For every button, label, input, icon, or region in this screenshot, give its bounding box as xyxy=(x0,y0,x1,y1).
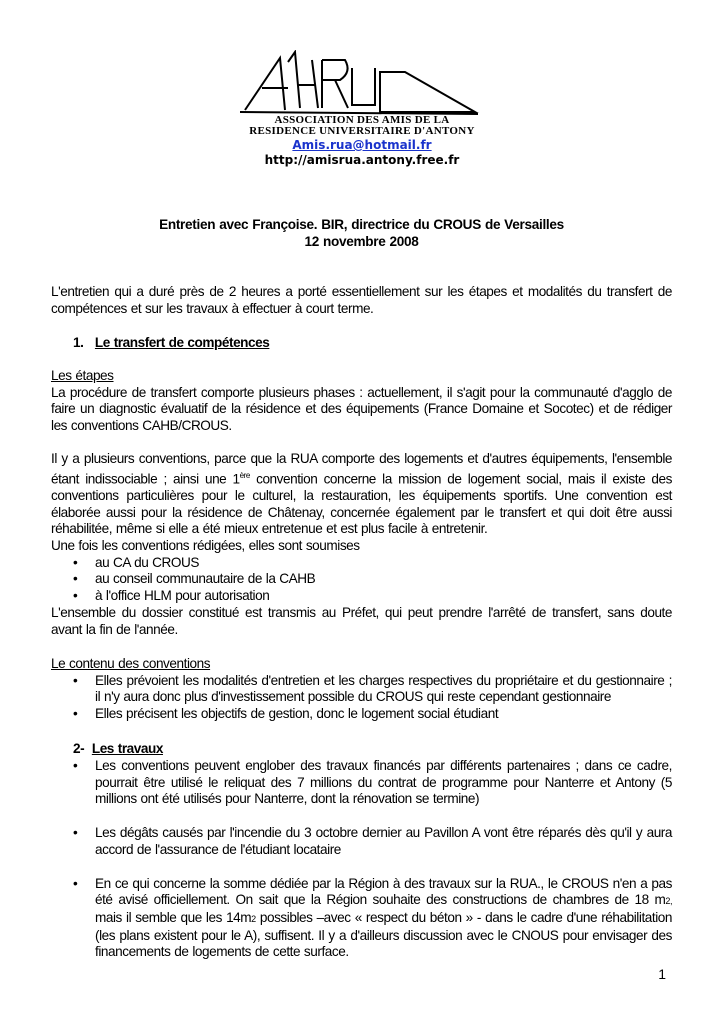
section1-title: Le transfert de compétences xyxy=(94,335,270,350)
conventions-paragraph xyxy=(51,451,672,538)
travaux-list xyxy=(51,758,672,961)
section2-heading xyxy=(73,741,694,758)
subscript: 2, xyxy=(665,896,672,907)
etapes-paragraph: La procédure de transfert comporte plusieurs phases : actuellement, il s'agit pour la communauté d'agglo de faire un diagnostic évaluatif de la résidence et des équipements (France Domaine et Socotec) et de rédiger les conventions CAHB/CROUS. xyxy=(51,384,672,434)
item3-text-c: possibles –avec « respect du béton » - dans le cadre d'une réhabilitation (les plans existent pour le A), suffisent. Il y a d'ailleurs discussion avec le CNOUS pour envisager des financements de logements de cette surface. xyxy=(95,909,673,960)
soumises-list xyxy=(51,555,672,605)
section1-number: 1. xyxy=(73,335,84,350)
section2-title: Les travaux xyxy=(91,741,163,756)
prefet-paragraph: L'ensemble du dossier constitué est transmis au Préfet, qui peut prendre l'arrêté de transfert, sans doute avant la fin de l'année. xyxy=(51,604,672,637)
list-item: • à l'office HLM pour autorisation xyxy=(51,588,672,605)
list-item: • Elles prévoient les modalités d'entretien et les charges respectives du propriétaire et du gestionnaire ; il n'y aura donc plus d'investissement possible du CROUS qui reste cependant gestionnaire xyxy=(51,673,672,706)
list-item: • au CA du CROUS xyxy=(51,555,672,572)
intro-paragraph: L'entretien qui a duré près de 2 heures a porté essentiellement sur les étapes et modalités du transfert de compétences et sur les travaux à effectuer à court terme. xyxy=(51,284,672,316)
contenu-block xyxy=(51,656,672,723)
list-item: • Les conventions peuvent englober des travaux financés par différents partenaires ; dans ce cadre, pourrait être utilisé le reliquat des 7 millions du contrat de programme pour Nanterre et Antony (5 millions ont été utilisés pour Nanterre, dont la rénovation se termine) xyxy=(51,758,672,808)
ahrua-logo xyxy=(240,50,480,170)
contenu-heading: Le contenu des conventions xyxy=(51,656,211,671)
association-name-line2: RESIDENCE UNIVERSITAIRE D'ANTONY xyxy=(249,125,475,137)
soumises-intro: Une fois les conventions rédigées, elles sont soumises xyxy=(51,538,360,554)
conventions-block xyxy=(51,451,672,638)
list-item: • Les dégâts causés par l'incendie du 3 octobre dernier au Pavillon A vont être réparés dès qu'il y aura accord de l'assurance de l'étudiant locataire xyxy=(51,825,672,858)
list-item: • Elles précisent les objectifs de gestion, donc le logement social étudiant xyxy=(51,706,672,723)
subscript: 2 xyxy=(251,913,256,924)
email-link[interactable]: Amis.rua@hotmail.fr xyxy=(292,138,432,152)
association-name-line1: ASSOCIATION DES AMIS DE LA xyxy=(274,114,450,126)
etapes-heading: Les étapes xyxy=(51,368,114,383)
document-date: 12 novembre 2008 xyxy=(304,234,419,249)
conventions-text-b: convention concerne la mission de logement social, mais il existe des conventions particulières pour le culturel, la restauration, les équipements sportifs. Une convention est élaborée aussi pour la résidence de Châtenay, concernée également par le transfert et qui doit être aussi réhabilitée, même si elle a été mieux entretenue et est plus facile à entretenir. xyxy=(51,471,673,537)
section2-number: 2- xyxy=(73,741,85,756)
list-item: • au conseil communautaire de la CAHB xyxy=(51,571,672,588)
website-url: http://amisrua.antony.free.fr xyxy=(264,153,460,167)
item3-text-b: mais il semble que les 14m xyxy=(95,909,252,925)
item3-text-a: En ce qui concerne la somme dédiée par la Région à des travaux sur la RUA., le CROUS n'en a pas été avisé officiellement. On sait que la Région souhaite des constructions de chambres de 18 m xyxy=(95,875,672,908)
contenu-list xyxy=(51,673,672,723)
document-title: Entretien avec Françoise. BIR, directrice du CROUS de Versailles xyxy=(159,217,564,232)
travaux-block xyxy=(51,758,672,961)
etapes-block xyxy=(51,368,672,435)
superscript: ère xyxy=(239,470,250,480)
page-number: 1 xyxy=(658,966,666,982)
list-item xyxy=(51,876,672,962)
conventions-text-a: Il y a plusieurs conventions, parce que la RUA comporte des logements et d'autres équipements, l'ensemble étant indissociable ; ainsi une 1 xyxy=(51,451,672,487)
section1-heading xyxy=(73,335,694,352)
